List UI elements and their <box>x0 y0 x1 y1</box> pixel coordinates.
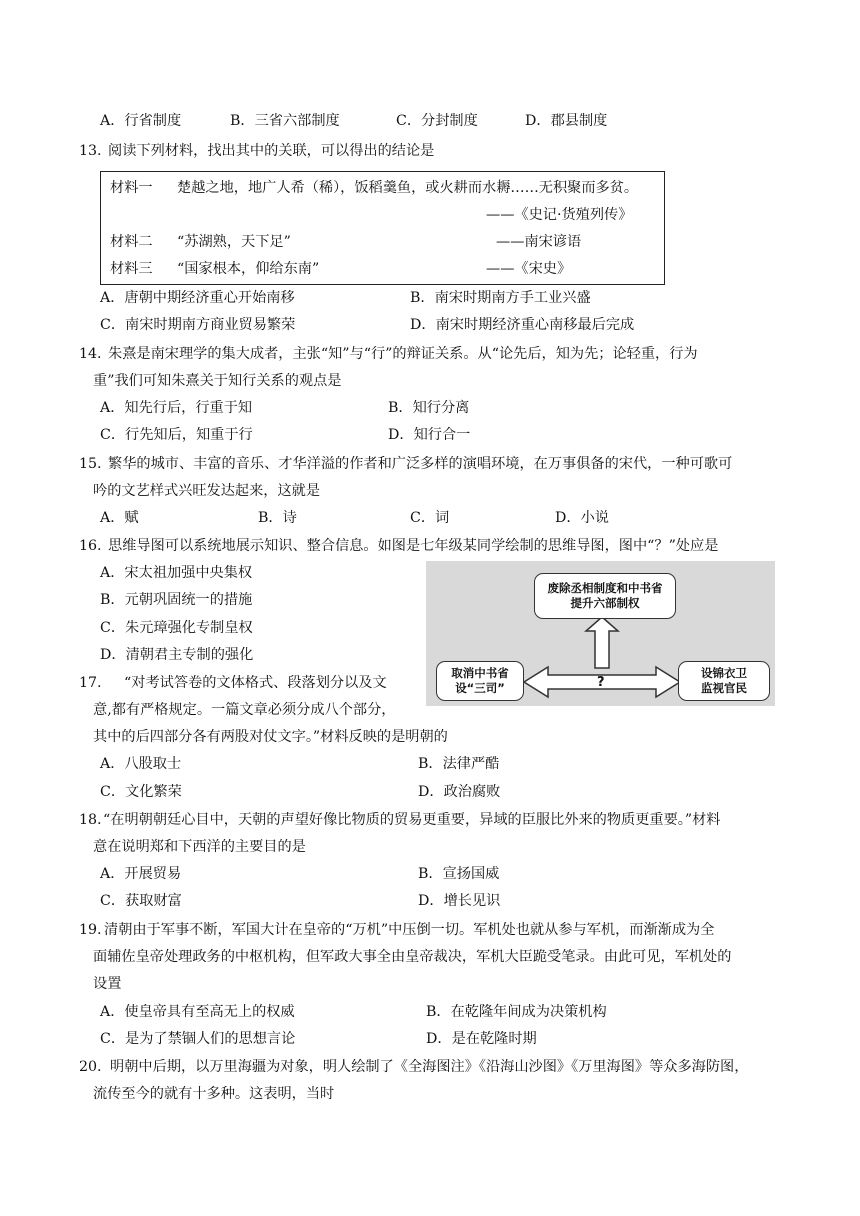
q16-stem: 思维导图可以系统地展示知识、整合信息。如图是七年级某同学绘制的思维导图，图中“？”处应是 <box>108 538 719 554</box>
q18-option-a: A．开展贸易 <box>100 866 182 882</box>
q14-option-a: A．知先行后，行重于知 <box>100 400 253 416</box>
q15-option-d: D．小说 <box>555 510 609 526</box>
material-1-label: 材料一 <box>110 180 153 196</box>
material-2-source: ——南宋谚语 <box>496 234 582 250</box>
q14-option-b: B．知行分离 <box>388 400 470 416</box>
q12-option-d: D．郡县制度 <box>525 113 608 129</box>
q13-option-a: A．唐朝中期经济重心开始南移 <box>100 290 295 306</box>
q17-option-b: B．法律严酷 <box>418 756 500 772</box>
mind-map-question-mark: ? <box>597 675 605 690</box>
q15-number: 15. <box>79 456 102 472</box>
q15-stem-line-2: 吟的文艺样式兴旺发达起来，这就是 <box>93 483 321 499</box>
material-3-label: 材料三 <box>110 261 153 277</box>
material-2-label: 材料二 <box>110 234 153 250</box>
q18-stem-line-1: “在明朝朝廷心目中，天朝的声望好像比物质的贸易更重要，异域的臣服比外来的物质更重要。”材料 <box>103 812 721 828</box>
q13-option-c: C．南宋时期南方商业贸易繁荣 <box>100 317 296 333</box>
q18-number: 18. <box>79 812 102 828</box>
q19-option-d: D．是在乾隆时期 <box>426 1031 537 1047</box>
upward-arrow <box>586 617 618 668</box>
q13-stem: 阅读下列材料，找出其中的关联，可以得出的结论是 <box>108 143 435 159</box>
q19-stem-line-2: 面辅佐皇帝处理政务的中枢机构，但军政大事全由皇帝裁决，军机大臣跪受笔录。由此可见，军机处的 <box>93 949 732 965</box>
q20-number: 20. <box>79 1059 102 1075</box>
q19-option-b: B．在乾隆年间成为决策机构 <box>426 1004 607 1020</box>
q14-number: 14. <box>79 346 102 362</box>
q17-option-a: A．八股取士 <box>100 756 182 772</box>
mind-map-diagram <box>426 561 775 706</box>
q18-option-b: B．宣扬国威 <box>418 866 500 882</box>
q16-number: 16. <box>79 538 102 554</box>
q14-stem-line-1: 朱熹是南宋理学的集大成者，主张“知”与“行”的辩证关系。从“论先后，知为先；论轻重，行为 <box>108 346 698 362</box>
q17-stem-line-2: 意,都有严格规定。一篇文章必须分成八个部分， <box>93 702 396 718</box>
q19-option-c: C．是为了禁锢人们的思想言论 <box>100 1031 296 1047</box>
mind-map-top-node: 废除丞相制度和中书省 提升六部制权 <box>534 573 676 619</box>
q17-option-c: C．文化繁荣 <box>100 784 182 800</box>
material-1-text: 楚越之地，地广人希（稀），饭稻羹鱼，或火耕而水耨……无积聚而多贫。 <box>177 180 639 196</box>
q19-stem-line-3: 设置 <box>93 976 122 992</box>
q15-option-b: B．诗 <box>258 510 297 526</box>
q13-option-d: D．南宋时期经济重心南移最后完成 <box>410 317 635 333</box>
q14-option-d: D．知行合一 <box>388 427 471 443</box>
q14-option-c: C．行先知后，知重于行 <box>100 427 253 443</box>
q15-option-c: C．词 <box>410 510 450 526</box>
q12-option-a: A．行省制度 <box>100 113 182 129</box>
q20-stem-line-1: 明朝中后期，以万里海疆为对象，明人绘制了《全海图注》《沿海山沙图》《万里海图》等众多海防图， <box>110 1059 749 1075</box>
q16-option-d: D．清朝君主专制的强化 <box>100 647 254 663</box>
q12-option-b: B．三省六部制度 <box>230 113 340 129</box>
q17-number: 17. <box>79 675 102 691</box>
q16-option-c: C．朱元璋强化专制皇权 <box>100 620 253 636</box>
q19-option-a: A．使皇帝具有至高无上的权威 <box>100 1004 295 1020</box>
q17-stem-line-3: 其中的后四部分各有两股对仗文字。”材料反映的是明朝的 <box>93 729 448 745</box>
material-2-text: “苏湖熟，天下足” <box>177 234 291 250</box>
mind-map-right-node: 设锦衣卫 监视官民 <box>678 661 770 701</box>
q19-number: 19. <box>79 922 102 938</box>
q19-stem-line-1: 清朝由于军事不断，军国大计在皇帝的“万机”中压倒一切。军机处也就从参与军机，而渐渐成为全 <box>104 922 715 938</box>
q17-stem-line-1: “对考试答卷的文体格式、段落划分以及文 <box>124 675 387 691</box>
q20-stem-line-2: 流传至今的就有十多种。这表明，当时 <box>93 1086 335 1102</box>
q15-stem-line-1: 繁华的城市、丰富的音乐、才华洋溢的作者和广泛多样的演唱环境，在万事俱备的宋代，一种可歌可 <box>108 456 733 472</box>
q18-stem-line-2: 意在说明郑和下西洋的主要目的是 <box>93 839 306 855</box>
q18-option-c: C．获取财富 <box>100 893 182 909</box>
q16-option-a: A．宋太祖加强中央集权 <box>100 565 253 581</box>
material-3-source: ——《宋史》 <box>486 261 572 277</box>
mind-map-left-node: 取消中书省 设“三司” <box>436 661 524 701</box>
material-1-source: ——《史记·货殖列传》 <box>486 207 633 223</box>
q14-stem-line-2: 重”我们可知朱熹关于知行关系的观点是 <box>93 373 342 389</box>
q17-option-d: D．政治腐败 <box>418 784 501 800</box>
q12-option-c: C．分封制度 <box>396 113 478 129</box>
q18-option-d: D．增长见识 <box>418 893 501 909</box>
q15-option-a: A．赋 <box>100 510 139 526</box>
q16-option-b: B．元朝巩固统一的措施 <box>100 592 253 608</box>
q13-option-b: B．南宋时期南方手工业兴盛 <box>410 290 591 306</box>
q13-number: 13. <box>79 143 102 159</box>
material-3-text: “国家根本，仰给东南” <box>177 261 320 277</box>
